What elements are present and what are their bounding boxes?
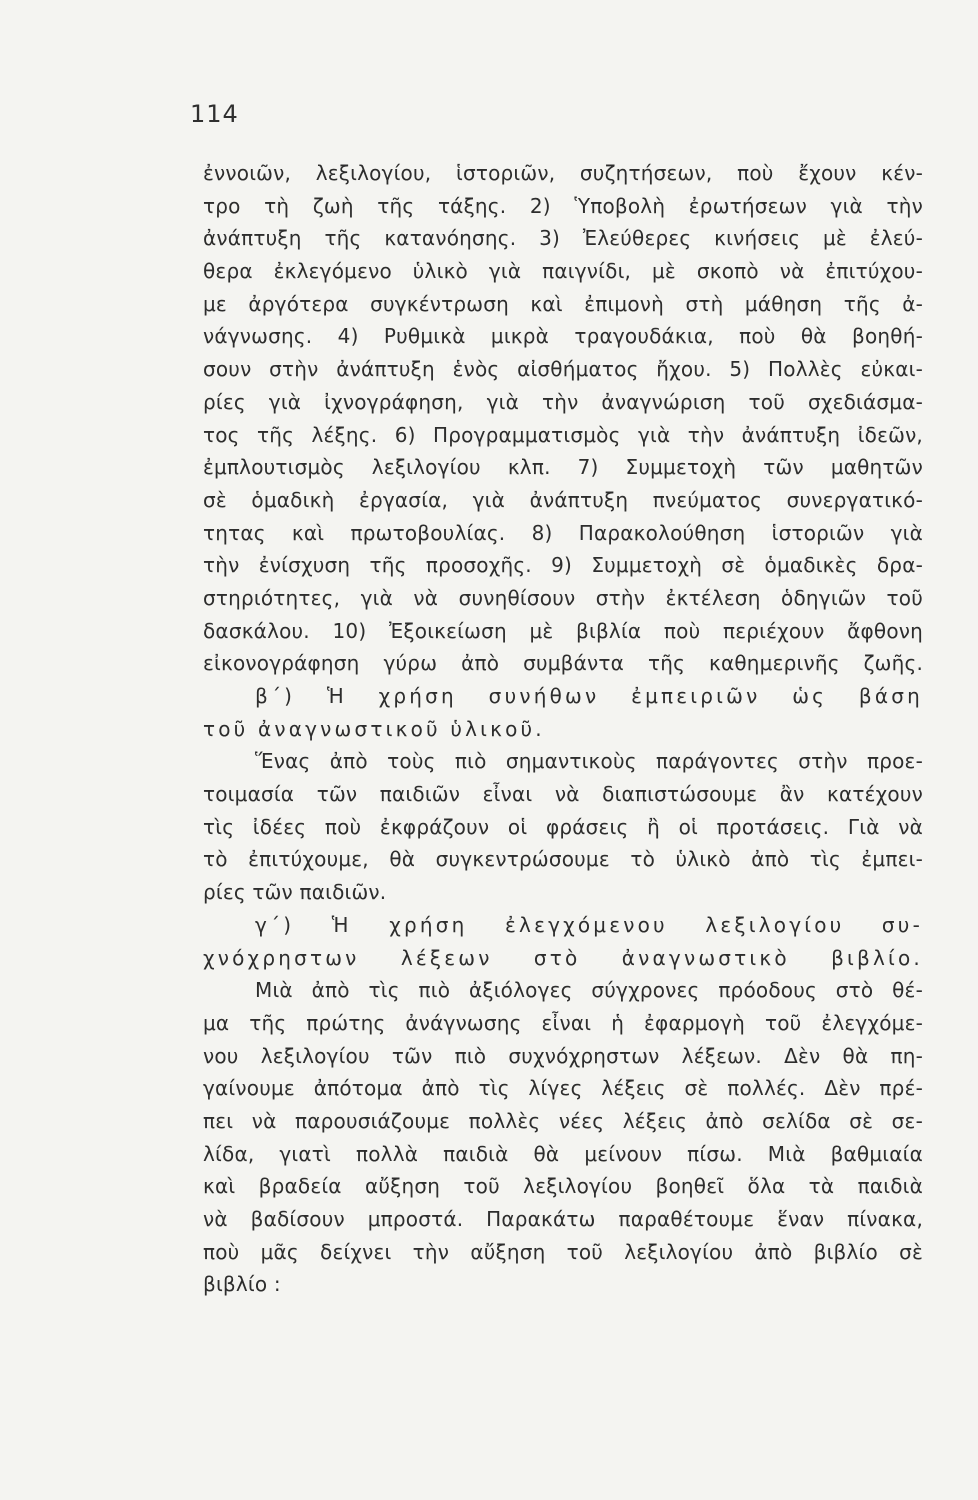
text-line: μα τῆς πρώτης ἀνάγνωσης εἶναι ἡ ἐφαρμογὴ τοῦ ἐλεγχόμε- (203, 1010, 923, 1035)
text-line: στηριότητες, γιὰ νὰ συνηθίσουν στὴν ἐκτέλεση ὁδηγιῶν τοῦ (203, 585, 923, 610)
text-line: ποὺ μᾶς δείχνει τὴν αὔξηση τοῦ λεξιλογίου ἀπὸ βιβλίο σὲ (203, 1239, 923, 1264)
text-line: Ἕνας ἀπὸ τοὺς πιὸ σημαντικοὺς παράγοντες στὴν προε- (255, 749, 923, 774)
text-line: Μιὰ ἀπὸ τὶς πιὸ ἀξιόλογες σύγχρονες πρόοδους στὸ θέ- (255, 978, 923, 1003)
text-line: δασκάλου. 10) Ἐξοικείωση μὲ βιβλία ποὺ περιέχουν ἄφθονη (203, 618, 923, 643)
text-line: τὶς ἰδέες ποὺ ἐκφράζουν οἱ φράσεις ἢ οἱ προτάσεις. Γιὰ νὰ (203, 814, 923, 839)
text-line: νου λεξιλογίου τῶν πιὸ συχνόχρηστων λέξεων. Δὲν θὰ πη- (203, 1043, 923, 1068)
text-line: ρίες τῶν παιδιῶν. (203, 880, 387, 905)
text-line: νὰ βαδίσουν μπροστά. Παρακάτω παραθέτουμε ἕναν πίνακα, (203, 1207, 923, 1231)
text-line: καὶ βραδεία αὔξηση τοῦ λεξιλογίου βοηθεῖ ὅλα τὰ παιδιὰ (203, 1174, 923, 1199)
text-line: νάγνωσης. 4) Ρυθμικὰ μικρὰ τραγουδάκια, ποὺ θὰ βοηθή- (203, 324, 923, 349)
page-number: 114 (190, 100, 239, 128)
text-line: πει νὰ παρουσιάζουμε πολλὲς νέες λέξεις ἀπὸ σελίδα σὲ σε- (203, 1108, 923, 1133)
text-line: με ἀργότερα συγκέντρωση καὶ ἐπιμονὴ στὴ μάθηση τῆς ἀ- (203, 291, 923, 316)
text-line: τοιμασία τῶν παιδιῶν εἶναι νὰ διαπιστώσουμε ἂν κατέχουν (203, 782, 923, 807)
body-text (203, 157, 923, 1301)
text-line: βιβλίο : (203, 1272, 281, 1297)
text-line: χνόχρηστων λέξεων στὸ ἀναγνωστικὸ βιβλίο. (203, 945, 923, 970)
text-line: τὴν ἐνίσχυση τῆς προσοχῆς. 9) Συμμετοχὴ σὲ ὁμαδικὲς δρα- (203, 553, 923, 578)
text-line: θερα ἐκλεγόμενο ὑλικὸ γιὰ παιγνίδι, μὲ σκοπὸ νὰ ἐπιτύχου- (203, 259, 923, 284)
text-line: ἐμπλουτισμὸς λεξιλογίου κλπ. 7) Συμμετοχὴ τῶν μαθητῶν (203, 455, 923, 480)
text-line: ἐννοιῶν, λεξιλογίου, ἱστοριῶν, συζητήσεων, ποὺ ἔχουν κέν- (203, 161, 923, 185)
text-line: τρο τὴ ζωὴ τῆς τάξης. 2) Ὑποβολὴ ἐρωτήσεων γιὰ τὴν (203, 193, 923, 218)
text-line: τοῦ ἀναγνωστικοῦ ὑλικοῦ. (203, 716, 545, 741)
text-line: γαίνουμε ἀπότομα ἀπὸ τὶς λίγες λέξεις σὲ πολλές. Δὲν πρέ- (203, 1076, 923, 1101)
text-line: τος τῆς λέξης. 6) Προγραμματισμὸς γιὰ τὴν ἀνάπτυξη ἰδεῶν, (203, 422, 923, 447)
text-line: τὸ ἐπιτύχουμε, θὰ συγκεντρώσουμε τὸ ὑλικὸ ἀπὸ τὶς ἐμπει- (203, 847, 923, 872)
text-line: σὲ ὁμαδικὴ ἐργασία, γιὰ ἀνάπτυξη πνεύματος συνεργατικό- (203, 487, 923, 512)
text-line: τητας καὶ πρωτοβουλίας. 8) Παρακολούθηση ἱστοριῶν γιὰ (203, 520, 923, 545)
text-line: ρίες γιὰ ἰχνογράφηση, γιὰ τὴν ἀναγνώριση τοῦ σχεδιάσμα- (203, 389, 923, 414)
text-line: σουν στὴν ἀνάπτυξη ἑνὸς αἰσθήματος ἤχου. 5) Πολλὲς εὐκαι- (203, 357, 923, 382)
text-line: β΄) Ἡ χρήση συνήθων ἐμπειριῶν ὡς βάση (255, 684, 923, 708)
text-line: ἀνάπτυξη τῆς κατανόησης. 3) Ἐλεύθερες κινήσεις μὲ ἐλεύ- (203, 226, 923, 251)
text-line: γ΄) Ἡ χρήση ἐλεγχόμενου λεξιλογίου συ- (255, 912, 923, 937)
text-line: λίδα, γιατὶ πολλὰ παιδιὰ θὰ μείνουν πίσω. Μιὰ βαθμιαία (203, 1141, 923, 1166)
text-line: εἰκονογράφηση γύρω ἀπὸ συμβάντα τῆς καθημερινῆς ζωῆς. (203, 651, 923, 676)
